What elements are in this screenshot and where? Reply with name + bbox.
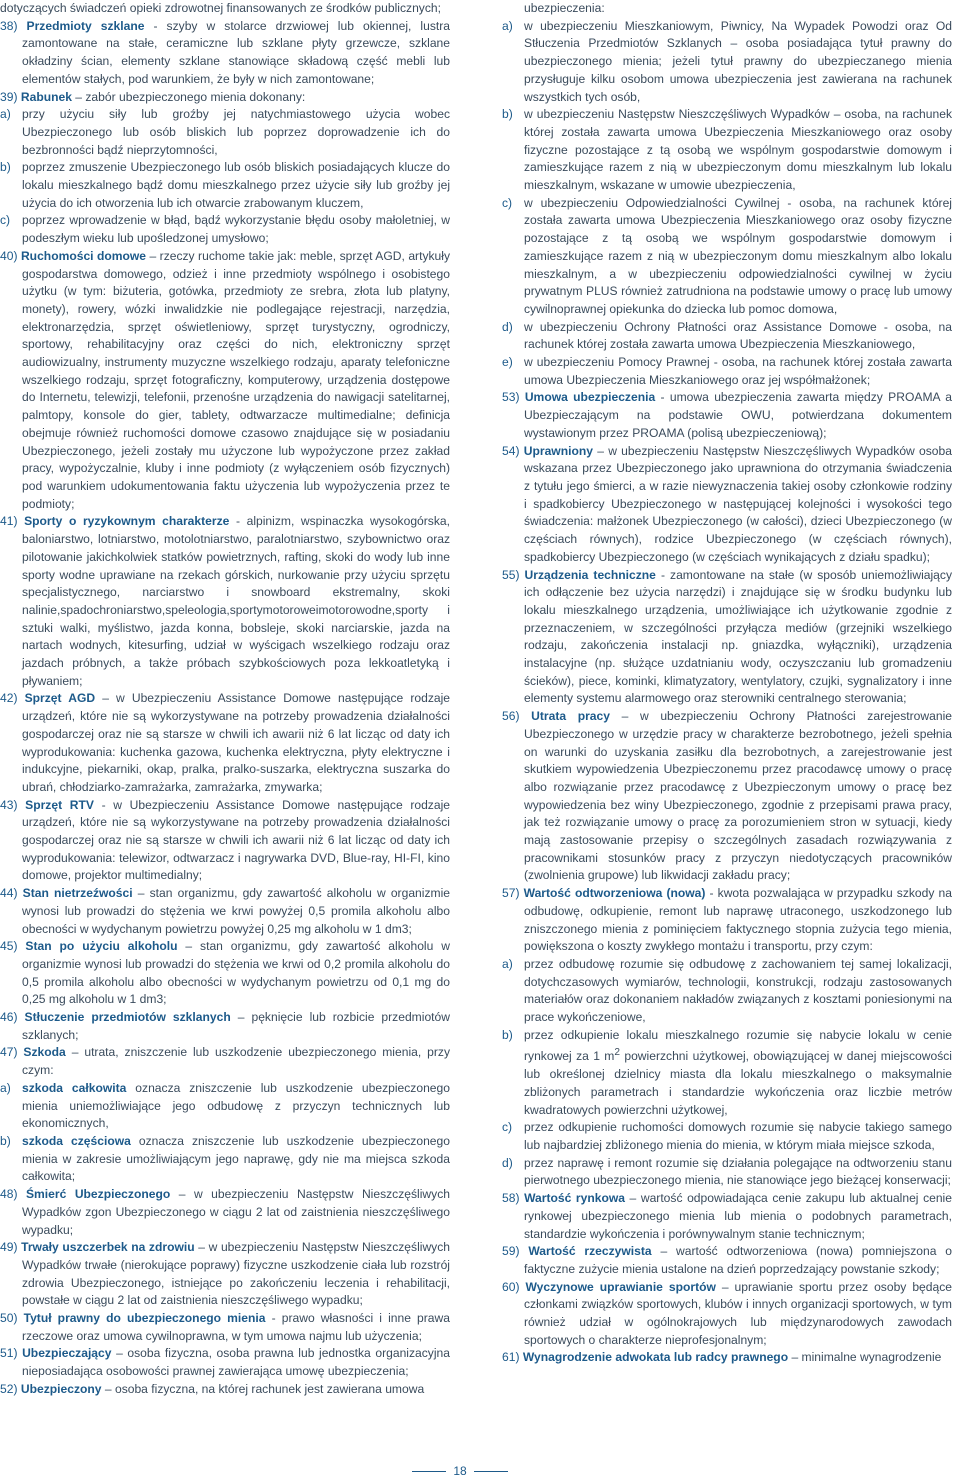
sub-label: d) — [502, 319, 513, 334]
entry-52 — [0, 1381, 450, 1399]
entry-term: Wartość odtworzeniowa (nowa) — [523, 886, 706, 901]
entry-number: 50) — [0, 1311, 18, 1326]
entry-39 — [0, 89, 450, 107]
sub-label: c) — [502, 1120, 513, 1135]
right-column — [502, 0, 952, 1367]
entry-term: Wynagrodzenie adwokata lub radcy prawnego — [522, 1350, 789, 1365]
entry-47-sub-a — [0, 1080, 450, 1133]
entry-text: – w ubezpieczeniu Następstw Nieszczęśliwych Wypadków trwałe (nierokujące poprawy) fizyczne uszkodzenie ciała lub rozstrój zdrowia Ubezpieczonego, istniejące po zakończeniu leczenia i rehabilitacji, powstałe w ciągu 2 lat od zaistnienia nieszczęśliwego wypadku; — [22, 1240, 450, 1308]
entry-term: Wartość rynkowa — [524, 1191, 625, 1206]
footer-rule-left — [412, 1471, 446, 1472]
sub-label: b) — [0, 160, 11, 175]
entry-term: Szkoda — [23, 1045, 66, 1060]
entry-text: – pęknięcie lub rozbicie przedmiotów szklanych; — [22, 1010, 450, 1042]
entry-term: Przedmioty szklane — [26, 18, 145, 33]
sub-text: poprzez wprowadzenie w błąd, bądź wykorzystanie błędu osoby małoletniej, w podeszłym wieku lub upośledzonej umysłowo; — [22, 213, 450, 246]
sub-term: szkoda całkowita — [22, 1080, 127, 1095]
entry-43 — [0, 797, 450, 886]
page-number: 18 — [453, 1464, 467, 1478]
sub-label: e) — [502, 355, 513, 370]
entry-59 — [502, 1243, 952, 1278]
entry-text: – wartość odpowiadająca cenie zakupu lub aktualnej cenie rynkowej ubezpieczonego mienia lub mienia o podobnych parametrach, standardzie wykończenia i porównywalnym stanie technicznym; — [524, 1191, 952, 1241]
entry-term: Umowa ubezpieczenia — [524, 390, 656, 405]
entry-52-continuation: ubezpieczenia: — [524, 1, 605, 15]
entry-52-sub-d — [502, 319, 952, 354]
entry-number: 59) — [502, 1244, 520, 1259]
left-column — [0, 0, 450, 1399]
entry-number: 61) — [502, 1350, 520, 1365]
entry-46 — [0, 1009, 450, 1044]
entry-55 — [502, 567, 952, 709]
entry-61 — [502, 1349, 952, 1367]
entry-text: – stan organizmu, gdy zawartość alkoholu w organizmie wynosi lub prowadzi do stężenia we krwi od 0,2 promila alkoholu do 0,5 promila alkoholu albo obecności w wydychanym powietrzu od 0,1 mg do 0,25 mg alkoholu w 1 dm3; — [22, 939, 450, 1007]
entry-number: 42) — [0, 691, 18, 706]
entry-number: 60) — [502, 1279, 520, 1294]
entry-44 — [0, 885, 450, 938]
entry-text: – minimalne wynagrodzenie — [788, 1350, 942, 1365]
entry-38 — [0, 18, 450, 89]
entry-text: - kwota pozwalająca w przypadku szkody na odbudowę, odkupienie, remont lub naprawę utraconego, uszkodzonego lub zniszczonego mienia z pominięciem faktycznego stopnia zużycia tego mienia, powiększona o koszty zwykłego montażu i transportu, przy czym: — [524, 886, 952, 954]
sub-text: oznacza zniszczenie lub uszkodzenie ubezpieczonego mienia w zakresie umożliwiającym jego naprawę, gdy nie ma miejsca szkoda całkowita; — [22, 1134, 450, 1184]
entry-text: - szyby w stolarce drzwiowej lub okiennej, lustra zamontowane na stałe, ceramiczne lub szklane płyty grzewcze, szklane okładziny ścian, elementy szklane stanowiące składową część mebli lub elementów stałych, pod warunkiem, że były w nich zamontowane; — [22, 18, 450, 86]
entry-text: – uprawianie sportu przez osoby będące członkami związków sportowych, klubów i innych organizacji sportowych, w tym również udział w ogólnokrajowych lub międzynarodowych zawodach sportowych o charakterze nieprofesjonalnym; — [524, 1279, 952, 1347]
sub-text: oznacza zniszczenie lub uszkodzenie ubezpieczonego mienia uniemożliwiające jego odbudowę z przyczyn technicznych lub ekonomicznych, — [22, 1080, 450, 1131]
entry-term: Uprawniony — [523, 443, 593, 458]
entry-51 — [0, 1345, 450, 1380]
entry-text: - zamontowane na stałe (w sposób uniemożliwiający ich odłączenie bez użycia narzędzi) i znajdujące się w środku budynku lub lokalu mieszkalnego urządzenia, umożliwiające ich użytkowanie zgodnie z przeznaczeniem, w szczególności przyłącza mediów (grzejniki wszelkiego rodzaju, zakończenia instalacji np. gniazdka, wyłączniki), urządzenia instalacyjne (np. służące uzdatnianiu wody, oczyszczaniu lub gromadzeniu ścieków), piece, kominki, klimatyzatory, wentylatory, czujki, sygnalizatory i inne elementy systemu alarmowego oraz sterowniki centralnego sterowania; — [524, 567, 952, 706]
entry-number: 46) — [0, 1010, 18, 1025]
entry-39-sub-b — [0, 159, 450, 212]
entry-term: Urządzenia techniczne — [524, 567, 656, 582]
entry-text: - prawo własności i inne prawa rzeczowe oraz umowa cywilnoprawna, w tym umowa najmu lub użyczenia; — [22, 1311, 450, 1343]
entry-52-sub-b — [502, 106, 952, 195]
sub-text: poprzez zmuszenie Ubezpieczonego lub osób bliskich posiadających klucze do lokalu mieszkalnego bądź domu mieszkalnego przez użycie siły lub groźby jej użycia do ich otworzenia lub ich otwarcie zrabowanym kluczem, — [22, 160, 450, 210]
entry-57 — [502, 885, 952, 956]
entry-number: 51) — [0, 1346, 18, 1361]
sub-label: b) — [502, 1027, 513, 1042]
sub-text: w ubezpieczeniu Pomocy Prawnej - osoba, na rachunek której została zawarta umowa Ubezpieczenia Mieszkaniowego oraz jej współmałżonek; — [524, 355, 952, 387]
entry-text: - w Ubezpieczeniu Assistance Domowe następujące rodzaje urządzeń, które nie są wykorzystywane na potrzeby prowadzenia działalności gospodarczej oraz nie są starsze w chwili ich awarii niż 6 lat licząc od daty ich wyprodukowania: telewizor, odtwarzacz i nagrywarka DVD, Blue-ray, HI-FI, kino domowe, projektor multimedialny; — [22, 797, 450, 883]
entry-term: Stłuczenie przedmiotów szklanych — [24, 1010, 231, 1025]
entry-text: – utrata, zniszczenie lub uszkodzenie ubezpieczonego mienia, przy czym: — [22, 1045, 450, 1078]
entry-term: Trwały uszczerbek na zdrowiu — [21, 1240, 195, 1255]
entry-text: – osoba fizyczna, osoba prawna lub jednostka organizacyjna nieposiadająca osobowości prawnej zawierająca umowę ubezpieczenia; — [22, 1346, 450, 1379]
entry-text: - umowa ubezpieczenia zawarta między PROAMA a Ubezpieczającym na podstawie OWU, potwierdzana dokumentem wystawionym przez PROAMA (polisą ubezpieczeniową); — [524, 390, 952, 440]
entry-text: – wartość odtworzeniowa (nowa) pomniejszona o faktyczne zużycie mienia ustalone na dzień poprzedzający powstanie szkody; — [524, 1244, 952, 1276]
entry-number: 52) — [0, 1381, 18, 1396]
entry-number: 43) — [0, 797, 18, 812]
entry-text: – zabór ubezpieczonego mienia dokonany: — [71, 89, 306, 104]
entry-term: Wyczynowe uprawianie sportów — [525, 1279, 716, 1294]
entry-52-sub-e — [502, 354, 952, 389]
entry-number: 45) — [0, 939, 18, 954]
entry-number: 55) — [502, 567, 520, 582]
superscript: 2 — [614, 1047, 620, 1059]
sub-label: a) — [0, 107, 11, 122]
sub-label: a) — [502, 956, 513, 971]
entry-number: 57) — [502, 886, 520, 901]
entry-text: – osoba fizyczna, na której rachunek jest zawierana umowa — [101, 1381, 425, 1396]
entry-number: 48) — [0, 1187, 18, 1202]
entry-number: 49) — [0, 1240, 18, 1255]
sub-text: w ubezpieczeniu Ochrony Płatności oraz Assistance Domowe - osoba, na rachunek której została zawarta umowa Ubezpieczenia Mieszkaniowego, — [524, 319, 952, 352]
entry-number: 56) — [502, 709, 520, 724]
entry-57-sub-c — [502, 1119, 952, 1154]
entry-term: Stan nietrzeźwości — [22, 886, 133, 901]
sub-label: b) — [0, 1134, 11, 1148]
entry-term: Ruchomości domowe — [20, 248, 147, 263]
entry-47-sub-b — [0, 1133, 450, 1186]
sub-label: b) — [502, 107, 513, 122]
entry-number: 44) — [0, 886, 18, 901]
entry-39-sub-a — [0, 106, 450, 159]
entry-term: Wartość rzeczywista — [528, 1244, 652, 1259]
entry-number: 58) — [502, 1191, 520, 1206]
entry-number: 47) — [0, 1045, 18, 1060]
sub-text: przez naprawę i remont rozumie się działania polegające na odtworzeniu stanu pierwotnego ubezpieczonego mienia, nie stanowiące jego bieżącej konserwacji; — [524, 1155, 952, 1188]
entry-53 — [502, 389, 952, 442]
sub-text: w ubezpieczeniu Mieszkaniowym, Piwnicy, Na Wypadek Powodzi oraz Od Stłuczenia Przedmiotów Szklanych – osoba posiadająca tytuł prawny do ubezpieczonego mienia; jeżeli tytuł prawny do ubezpieczanego mienia przysługuje kilku osobom umowa ubezpieczenia jest zawierana na rachunek wszystkich tych osób, — [524, 18, 952, 104]
entry-term: Sprzęt RTV — [25, 797, 94, 812]
entry-48 — [0, 1186, 450, 1239]
entry-number: 54) — [502, 443, 520, 458]
entry-number: 40) — [0, 248, 18, 263]
entry-text: – stan organizmu, gdy zawartość alkoholu w organizmie wynosi lub prowadzi do stężenia we krwi powyżej 0,5 promila alkoholu albo obecności w wydychanym powietrzu powyżej 0,25 mg alkoholu w 1 dm3; — [22, 886, 450, 936]
entry-number: 38) — [0, 18, 18, 33]
sub-text: przez odkupienie ruchomości domowych rozumie się nabycie takiego samego lub najbardziej zbliżonego mienia do mienia, w którym miała miejsce szkoda, — [524, 1120, 952, 1153]
sub-term: szkoda częściowa — [22, 1134, 131, 1148]
entry-57-sub-d — [502, 1155, 952, 1190]
entry-49 — [0, 1239, 450, 1310]
entry-57-sub-b — [502, 1027, 952, 1120]
entry-45 — [0, 938, 450, 1009]
entry-54 — [502, 443, 952, 567]
entry-number: 41) — [0, 514, 18, 529]
entry-text: – w ubezpieczeniu Następstw Nieszczęśliwych Wypadków osoba wskazana przez Ubezpieczonego jako uprawniona do otrzymania świadczenia z tytułu jego śmierci, a w razie niewyznaczenia takiej osoby członkowie rodziny i spadkobiercy Ubezpieczonego w następującej kolejności i wysokości tego świadczenia: małżonek Ubezpieczonego (w całości), dzieci Ubezpieczonego (w częściach równych), rodzice Ubezpieczonego (w częściach równych), spadkobiercy Ubezpieczonego (w częściach wynikających z działu spadku); — [524, 443, 952, 564]
entry-term: Stan po użyciu alkoholu — [25, 939, 178, 954]
entry-term: Rabunek — [20, 89, 72, 104]
entry-number: 39) — [0, 89, 18, 104]
entry-text: – w Ubezpieczeniu Assistance Domowe następujące rodzaje urządzeń, które nie są wykorzystywane na potrzeby prowadzenia działalności gospodarczej oraz nie są starsze w chwili ich awarii niż 6 lat licząc od daty ich wyprodukowania: kuchenka gazowa, kuchenka elektryczna, płyty elektryczne i indukcyjne, piekarniki, okap, pralka, pralko-suszarka, elektryczna suszarka do ubrań, chłodziarko-zamrażarka, zamrażarka, zmywarka; — [22, 691, 450, 794]
entry-50 — [0, 1310, 450, 1345]
entry-text: – w ubezpieczeniu Ochrony Płatności zarejestrowanie Ubezpieczonego w urzędzie pracy w charakterze bezrobotnego, jeżeli spełnia on warunki do uzyskania zasiłku dla bezrobotnych, a zarejestrowanie jest skutkiem wypowiedzenia Ubezpieczonemu przez pracodawcę umowy o pracę albo rozwiązanie przez pracodawcę z Ubezpieczonym umowy o pracę bez wypowiedzenia bez winy Ubezpieczonego, zgodnie z przepisami prawa pracy, jak też rozwiązanie umowy o pracę za porozumieniem stron w sytuacji, kiedy mają zastosowanie przepisy o szczególnych zasadach rozwiązywania z pracownikami stosunków pracy z przyczyn niedotyczących pracowników (zwolnienia grupowe) lub likwidacji zakładu pracy; — [524, 709, 952, 883]
entry-term: Sporty o ryzykownym charakterze — [24, 514, 230, 529]
entry-56 — [502, 708, 952, 885]
entry-term: Śmierć Ubezpieczonego — [25, 1187, 171, 1202]
entry-37-continuation: dotyczących świadczeń opieki zdrowotnej finansowanych ze środków publicznych; — [0, 1, 441, 15]
entry-42 — [0, 690, 450, 796]
entry-term: Utrata pracy — [531, 709, 610, 724]
entry-57-sub-a — [502, 956, 952, 1027]
entry-58 — [502, 1190, 952, 1243]
entry-40 — [0, 248, 450, 514]
sub-text: w ubezpieczeniu Odpowiedzialności Cywilnej - osoba, na rachunek której została zawarta umowa Ubezpieczenia Mieszkaniowego oraz osoby fizyczne pozostające z tą osobą we wspólnym gospodarstwie domowym i zamieszkujące razem z nią w ubezpieczonym domu mieszkalnym albo lokalu mieszkalnym, a w ubezpieczeniu odpowiedzialności cywilnej w życiu prywatnym PLUS również zatrudniona na podstawie umowy o pracę lub umowy cywilnoprawnej opiekunka do dziecka lub pomoc domowa, — [524, 195, 952, 316]
sub-label: d) — [502, 1155, 513, 1170]
footer-rule-right — [474, 1471, 508, 1472]
entry-47 — [0, 1044, 450, 1079]
sub-text: powierzchni użytkowej, obowiązującej w danej miejscowości lub określonej dzielnicy miasta dla lokalu mieszkalnego o maksymalnie zbliżonych parametrach i standardzie wykończenia oraz liczbie metrów kwadratowych powierzchni użytkowej, — [524, 1049, 952, 1117]
sub-text: przez odkupienie lokalu mieszkalnego rozumie się nabycie lokalu w cenie rynkowej za 1 m — [524, 1027, 952, 1064]
entry-term: Sprzęt AGD — [24, 691, 96, 706]
entry-52-sub-c — [502, 195, 952, 319]
sub-label: c) — [502, 195, 513, 210]
entry-39-sub-c — [0, 212, 450, 247]
entry-term: Ubezpieczający — [22, 1346, 112, 1361]
entry-text: – w ubezpieczeniu Następstw Nieszczęśliwych Wypadków zgon Ubezpieczonego w ciągu 2 lat od zaistnienia nieszczęśliwego wypadku; — [22, 1187, 450, 1237]
entry-60 — [502, 1279, 952, 1350]
sub-text: w ubezpieczeniu Następstw Nieszczęśliwych Wypadków – osoba, na rachunek której została zawarta umowa Ubezpieczenia Mieszkaniowego oraz osoby fizyczne pozostające z tą osobą we wspólnym gospodarstwie domowym i zamieszkujące razem z nią w ubezpieczonym domu mieszkalnym lub lokalu mieszkalnym, wskazane w umowie ubezpieczenia, — [524, 107, 952, 193]
entry-term: Ubezpieczony — [20, 1381, 102, 1396]
entry-52-sub-a — [502, 18, 952, 107]
sub-label: a) — [502, 18, 513, 33]
sub-text: przez odbudowę rozumie się odbudowę z zachowaniem tej samej lokalizacji, dotychczasowych wymiarów, technologii, konstrukcji, rodzaju zastosowanych materiałów oraz dokonaniem nakładów związanych z kosztami poniesionymi na prace wykończeniowe, — [524, 956, 952, 1025]
page-footer — [0, 1463, 960, 1479]
sub-label: c) — [0, 213, 11, 228]
entry-number: 53) — [502, 390, 520, 405]
entry-term: Tytuł prawny do ubezpieczonego mienia — [23, 1311, 266, 1326]
sub-text: przy użyciu siły lub groźby jej natychmiastowego użycia wobec Ubezpieczonego lub osób bliskich lub poprzez doprowadzenie ich do bezbronności bądź nieprzytomności, — [22, 107, 450, 157]
entry-text: - alpinizm, wspinaczka wysokogórska, baloniarstwo, lotniarstwo, motolotniarstwo, paralotniarstwo, szybownictwo oraz pilotowanie jakichkolwiek statków powietrznych, rafting, skoki do wody lub inne sporty wodne uprawiane na rzekach górskich, nurkowanie przy użyciu sprzętu specjalistycznego, narciarstwo i snowboard ekstremalny, skoki nalinie,spadochroniarstwo,speleologia,sportymotoroweimotorowodne,sporty i sztuki walki, myślistwo, jazda konna, bobsleje, skoki narciarskie, jazda na nartach wodnych, kitesurfing, udział w wyścigach wszelkiego rodzaju oraz jazdach próbnych, a także próbach szybkościowych poza lekkoatletyką i pływaniem; — [22, 514, 450, 688]
sub-label: a) — [0, 1080, 11, 1095]
entry-text: – rzeczy ruchome takie jak: meble, sprzęt AGD, artykuły gospodarstwa domowego, odzież i inne przedmioty wspólnego i osobistego użytku (w tym: biżuteria, gotówka, przedmioty ze srebra, złota lub platyny, monety), rowery, wózki inwalidzkie nie podlegające rejestracji, narzędzia, elektronarzędzia, sprzęt oświetleniowy, sprzęt turystyczny, ogrodniczy, sportowy, rehabilitacyjny oraz części do nich, elektroniczny sprzęt audiowizualny, instrumenty muzyczne wszelkiego rodzaju, aparaty telefoniczne wszelkiego rodzaju, sprzęt fotograficzny, komputerowy, urządzenia dostępowe do Internetu, telewizji, telefonii, przenośne urządzenia do nawigacji satelitarnej, palmtopy, konsole do gier, tablety, odtwarzacze multimedialne; definicja obejmuje również ruchomości domowe czasowo znajdujące się w posiadaniu Ubezpieczonego, jeżeli zostały mu użyczone lub wypożyczone przez zakład pracy, wypożyczalnie, kluby i inne podmioty (z wyłączeniem osób fizycznych) pod warunkiem udokumentowania faktu użyczenia lub wypożyczenia przez te podmioty; — [22, 248, 450, 511]
entry-41 — [0, 513, 450, 690]
